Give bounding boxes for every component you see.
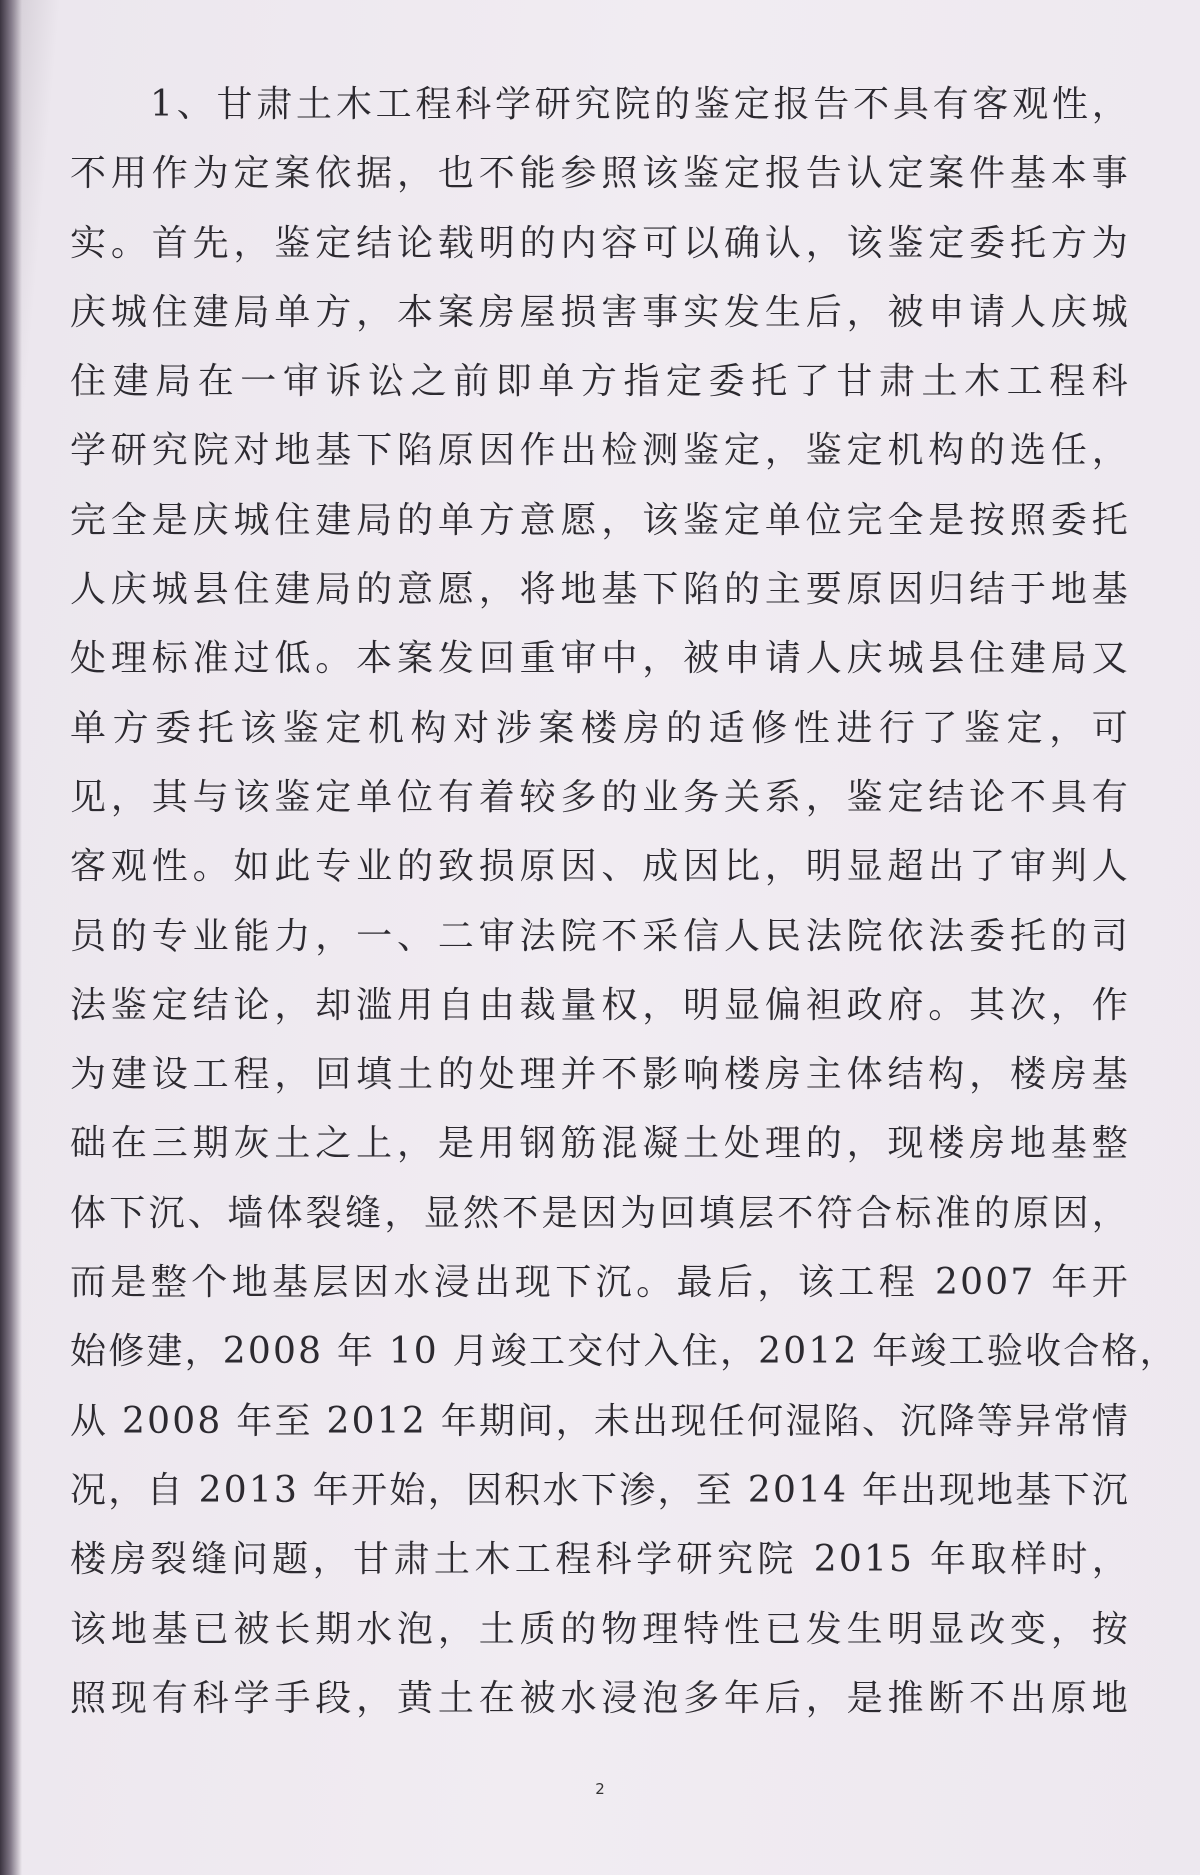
text-line: 况，自 2013 年开始，因积水下渗，至 2014 年出现地基下沉: [70, 1469, 1130, 1511]
text-line: 人庆城县住建局的意愿，将地基下陷的主要原因归结于地基: [70, 569, 1130, 611]
body-text: [70, 70, 1178, 1733]
text-line: 从 2008 年至 2012 年期间，未出现任何湿陷、沉降等异常情: [70, 1400, 1130, 1442]
page-number: 2: [595, 1780, 605, 1798]
text-line: 住建局在一审诉讼之前即单方指定委托了甘肃土木工程科: [70, 361, 1130, 403]
text-line: 体下沉、墙体裂缝，显然不是因为回填层不符合标准的原因，: [70, 1192, 1130, 1234]
text-line: 完全是庆城住建局的单方意愿，该鉴定单位完全是按照委托: [70, 499, 1130, 541]
text-line: 为建设工程，回填土的处理并不影响楼房主体结构，楼房基: [70, 1054, 1130, 1096]
text-line: 该地基已被长期水泡，土质的物理特性已发生明显改变，按: [70, 1608, 1130, 1650]
text-line: 楼房裂缝问题，甘肃土木工程科学研究院 2015 年取样时，: [70, 1539, 1130, 1581]
text-line: 不用作为定案依据，也不能参照该鉴定报告认定案件基本事: [70, 153, 1130, 195]
text-line: 1、甘肃土木工程科学研究院的鉴定报告不具有客观性，: [150, 84, 1130, 125]
text-line: 学研究院对地基下陷原因作出检测鉴定，鉴定机构的选任，: [70, 430, 1130, 472]
text-line: 法鉴定结论，却滥用自由裁量权，明显偏袒政府。其次，作: [70, 984, 1130, 1026]
text-line: 见，其与该鉴定单位有着较多的业务关系，鉴定结论不具有: [70, 776, 1130, 818]
page-edge-shadow: [0, 0, 22, 1875]
text-line: 始修建，2008 年 10 月竣工交付入住，2012 年竣工验收合格，: [70, 1331, 1178, 1373]
text-line: 员的专业能力，一、二审法院不采信人民法院依法委托的司: [70, 915, 1130, 957]
text-line: 础在三期灰土之上，是用钢筋混凝土处理的，现楼房地基整: [70, 1123, 1130, 1165]
text-line: 客观性。如此专业的致损原因、成因比，明显超出了审判人: [70, 846, 1130, 888]
text-line: 照现有科学手段，黄土在被水浸泡多年后，是推断不出原地: [70, 1677, 1130, 1719]
text-line: 庆城住建局单方，本案房屋损害事实发生后，被申请人庆城: [70, 291, 1130, 333]
text-line: 处理标准过低。本案发回重审中，被申请人庆城县住建局又: [70, 638, 1130, 680]
text-line: 实。首先，鉴定结论载明的内容可以确认，该鉴定委托方为: [70, 222, 1130, 264]
text-line: 而是整个地基层因水浸出现下沉。最后，该工程 2007 年开: [70, 1262, 1130, 1304]
text-line: 单方委托该鉴定机构对涉案楼房的适修性进行了鉴定，可: [70, 707, 1130, 749]
